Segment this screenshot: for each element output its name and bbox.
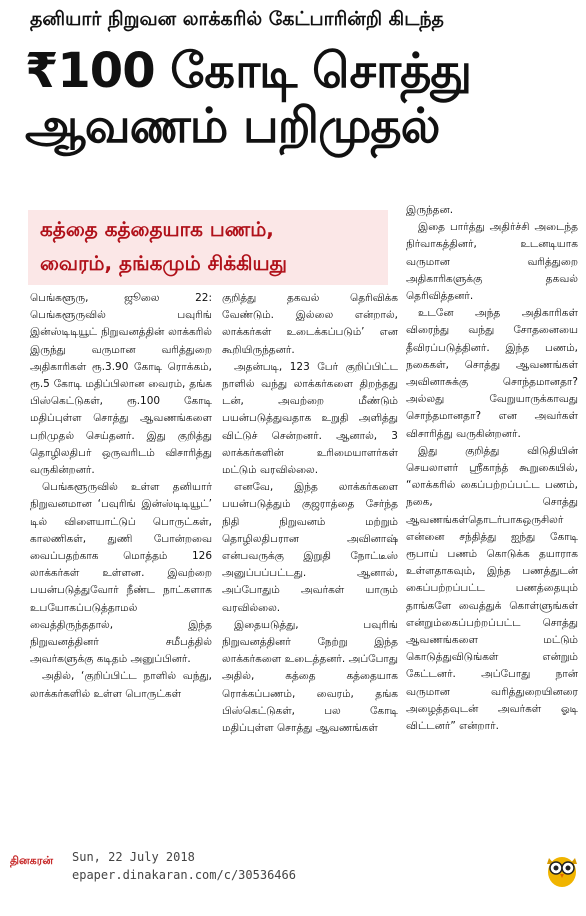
article-column-2 — [222, 290, 398, 737]
headline-line-1: ₹100 கோடி சொத்து — [25, 43, 471, 99]
kicker-line: தனியார் நிறுவன லாக்கரில் கேட்பாரின்றி கிடந்த — [30, 8, 444, 30]
article-column-1 — [30, 290, 212, 703]
dinakaran-logo: தினகரன் — [10, 854, 54, 867]
owl-icon — [545, 848, 579, 888]
article-paragraph: பெங்களூருவில் உள்ள தனியார் நிறுவனமான ‘பவுரிங் இன்ஸ்டிடியூட்’ டில் விளையாட்டுப் பொருட்கள், காலணிகள், துணி போன்றவை வைப்பதற்காக மொத்தம் 126 லாக்கர்கள் உள்ளன. இவற்றை பயன்படுத்துவோர் நீண்ட நாட்களாக உபயோகப்படுத்தாமல் வைத்திருந்ததால், இந்த நிறுவனத்தினர் சமீபத்தில் அவர்களுக்கு கடிதம் அனுப்பினர். — [30, 481, 212, 666]
article-paragraph: இதை பார்த்து அதிர்ச்சி அடைந்த நிர்வாகத்தினர், உடனடியாக வருமான வரித்துறை அதிகாரிகளுக்கு தகவல் தெரிவித்தனர். — [406, 221, 578, 303]
article-paragraph: எனவே, இந்த லாக்கர்களை பயன்படுத்தும் குஜராத்தை சேர்ந்த நிதி நிறுவனம் மற்றும் தொழிலதிபரான அவினாஷ் என்பவருக்கு இறுதி நோட்டீஸ் அனுப்பப்பட்டது. ஆனால், அப்போதும் அவர்கள் யாரும் வரவில்லை. — [222, 481, 398, 614]
article-paragraph: இருந்தன. — [406, 204, 454, 216]
subhead-line-1: கத்தை கத்தையாக பணம், — [40, 217, 274, 241]
article-paragraph: பெங்களூரு, ஜூலை 22: பெங்களூருவில் பவுரிங் இன்ஸ்டிடியூட் நிறுவனத்தின் லாக்கரில் இருந்து வருமான வரித்துறை அதிகாரிகள் ரூ.3.90 கோடி ரொக்கம், ரூ.5 கோடி மதிப்பிலான வைரம், தங்க பிஸ்கெட்டுகள், ரூ.100 கோடி மதிப்புள்ள சொத்து ஆவணங்களை பறிமுதல் செய்தனர். இது குறித்து தொழிலதிபர் ஒருவரிடம் விசாரித்து வருகின்றனர். — [30, 292, 212, 477]
article-paragraph: குறித்து தகவல் தெரிவிக்க வேண்டும். இல்லை என்றால், லாக்கர்கள் உடைக்கப்படும்’ என கூறியிருந்தனர். — [222, 292, 398, 356]
subhead — [40, 212, 380, 280]
subhead-line-2: வைரம், தங்கமும் சிக்கியது — [40, 251, 287, 275]
headline — [25, 44, 570, 154]
article-paragraph: இது குறித்து விடுதியின் செயலாளர் ஸ்ரீகாந்த் கூறுகையில், “லாக்கரில் கைப்பற்றப்பட்ட பணம், நகை, சொத்து ஆவணங்கள்தொடர்பாகஒருசிலர் என்னை சந்தித்து ஐந்து கோடி ரூபாய் பணம் கொடுக்க தயாராக உள்ளதாகவும், இந்த பணத்துடன் கைப்பற்றப்பட்ட பணத்தையும் தாங்களே வைத்துக் கொள்ளுங்கள் என்றும்கைப்பற்றப்பட்ட சொத்து ஆவணங்களை மட்டும் கொடுத்துவிடுங்கள் என்றும் கேட்டனர். அப்போது நான் வருமான வரித்துறையினரை அழைத்தவுடன் அவர்கள் ஓடி விட்டனர்” என்றார். — [406, 444, 578, 733]
article-paragraph: உடனே அந்த அதிகாரிகள் விரைந்து வந்து சோதனையை தீவிரப்படுத்தினர். இந்த பணம், நகைகள், சொத்து ஆவணங்கள் அவினாசுக்கு சொந்தமானதா? அல்லது வேறுயாருக்காவது சொந்தமானதா? என அவர்கள் விசாரித்து வருகின்றனர். — [406, 307, 578, 440]
article-paragraph: அதில், ‘குறிப்பிட்ட நாளில் வந்து, லாக்கர்களில் உள்ள பொருட்கள் — [30, 670, 212, 700]
epaper-footer — [0, 846, 586, 916]
epaper-url[interactable]: epaper.dinakaran.com/c/30536466 — [72, 868, 296, 882]
publication-date: Sun, 22 July 2018 — [72, 850, 195, 864]
article-paragraph: இதையடுத்து, பவுரிங் நிறுவனத்தினர் நேற்று இந்த லாக்கர்களை உடைத்தனர். அப்போது அதில், கத்தை கத்தையாக ரொக்கப்பணம், வைரம், தங்க பிஸ்கெட்டுகள், பல கோடி மதிப்புள்ள சொத்து ஆவணங்கள் — [222, 618, 398, 735]
article-column-3 — [406, 202, 578, 735]
headline-line-2: ஆவணம் பறிமுதல் — [25, 98, 440, 154]
article-paragraph: அதன்படி, 123 பேர் குறிப்பிட்ட நாளில் வந்து லாக்கர்களை திறந்தது டன், அவற்றை மீண்டும் பயன்படுத்துவதாக உறுதி அளித்து விட்டுச் சென்றனர். ஆனால், 3 லாக்கர்களின் உரிமையாளர்கள் மட்டும் வரவில்லை. — [222, 360, 398, 477]
